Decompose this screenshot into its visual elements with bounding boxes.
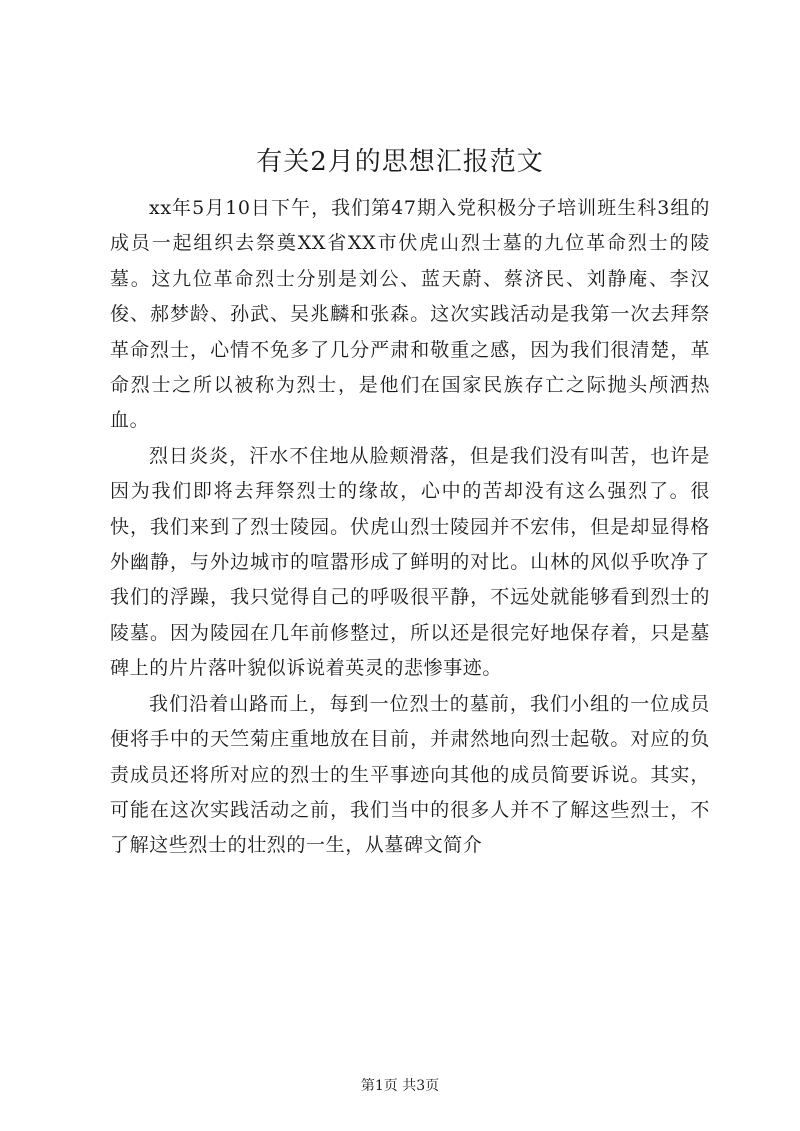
paragraph-2: 烈日炎炎，汗水不住地从脸颊滑落，但是我们没有叫苦，也许是因为我们即将去拜祭烈士的缘故，心中的苦却没有这么强烈了。很快，我们来到了烈士陵园。伏虎山烈士陵园并不宏伟，但是却显得格外幽静，与外边城市的喧嚣形成了鲜明的对比。山林的风似乎吹净了我们的浮躁，我只觉得自己的呼吸很平静，不远处就能够看到烈士的陵墓。因为陵园在几年前修整过，所以还是很完好地保存着，只是墓碑上的片片落叶貌似诉说着英灵的悲惨事迹。	[110, 444, 710, 680]
page-footer: 第1页 共3页	[360, 1078, 440, 1094]
document-body	[110, 191, 710, 864]
document-title: 有关2月的思想汇报范文	[256, 147, 544, 177]
paragraph-3: 我们沿着山路而上，每到一位烈士的墓前，我们小组的一位成员便将手中的天竺菊庄重地放在目前，并肃然地向烈士起敬。对应的负责成员还将所对应的烈士的生平事迹向其他的成员简要诉说。其实，可能在这次实践活动之前，我们当中的很多人并不了解这些烈士，不了解这些烈士的壮烈的一生，从墓碑文简介	[110, 692, 710, 857]
paragraph-1: xx年5月10日下午，我们第47期入党积极分子培训班生科3组的成员一起组织去祭奠XX省XX市伏虎山烈士墓的九位革命烈士的陵墓。这九位革命烈士分别是刘公、蓝天蔚、蔡济民、刘静庵、李汉俊、郝梦龄、孙武、吴兆麟和张森。这次实践活动是我第一次去拜祭革命烈士，心情不免多了几分严肃和敬重之感，因为我们很清楚，革命烈士之所以被称为烈士，是他们在国家民族存亡之际抛头颅洒热血。	[110, 197, 710, 432]
